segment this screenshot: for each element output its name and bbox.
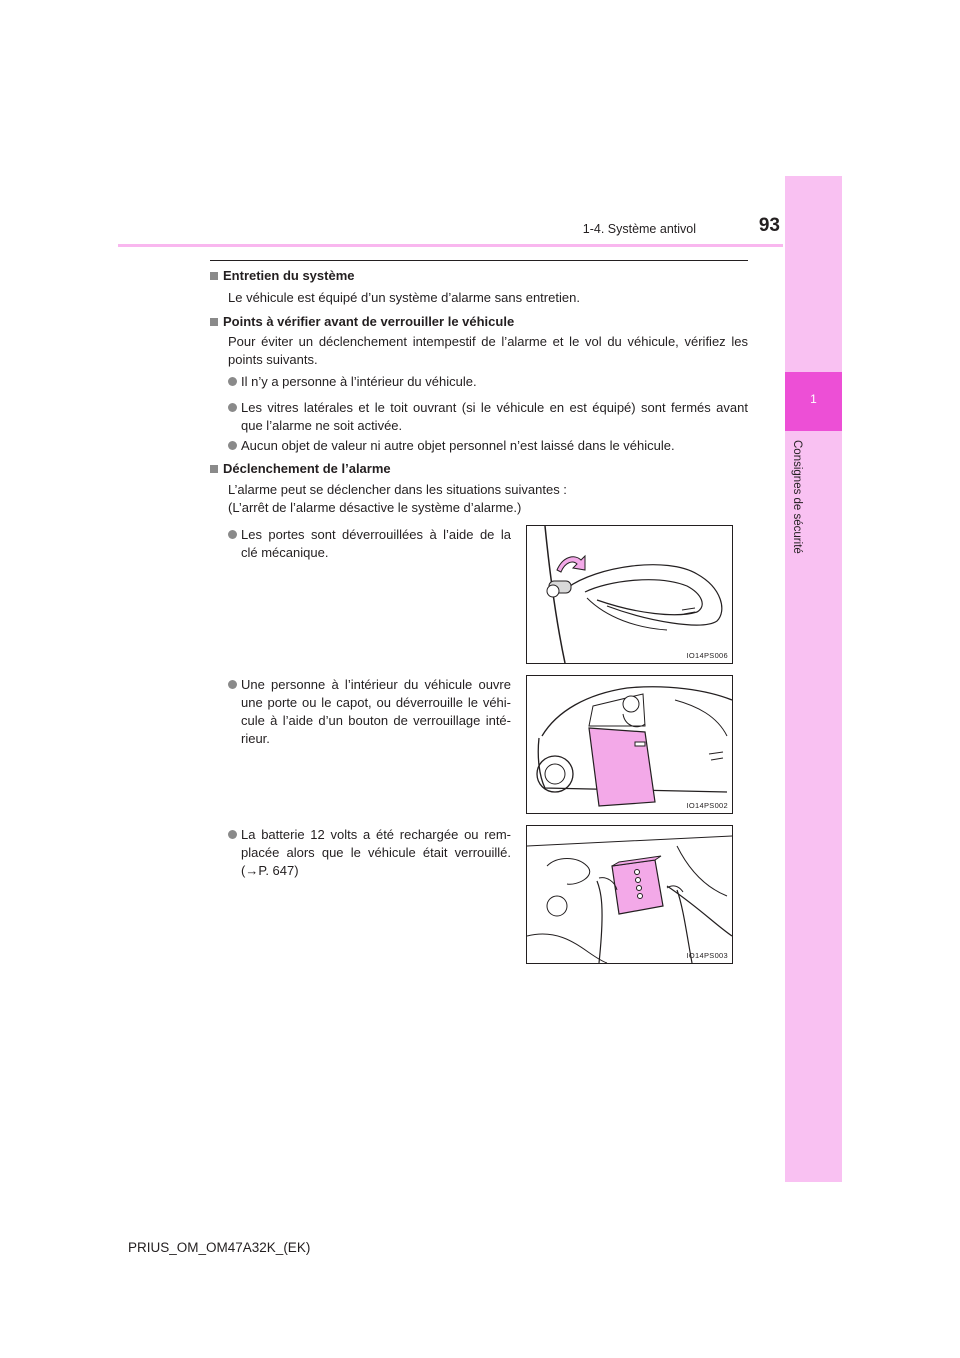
page-number: 93 xyxy=(758,215,780,236)
heading-entretien xyxy=(210,266,355,286)
figure-code: IO14PS006 xyxy=(686,651,728,660)
content-top-rule xyxy=(210,260,748,261)
car-door-open-illustration-icon xyxy=(527,676,732,813)
item3-line2: placée alors que le véhicule était verrouillé. xyxy=(241,845,511,860)
item1-line1: Les portes sont déverrouillées à l’aide de la xyxy=(241,527,511,542)
item1-line2: clé mécanique. xyxy=(241,545,329,560)
square-bullet-icon xyxy=(210,465,218,473)
round-bullet-icon xyxy=(228,530,237,539)
square-bullet-icon xyxy=(210,272,218,280)
figure-code: IO14PS003 xyxy=(686,951,728,960)
square-bullet-icon xyxy=(210,318,218,326)
chapter-number: 1 xyxy=(810,392,817,406)
battery-replacement-illustration-icon xyxy=(527,826,732,963)
points-bullet2-line1: Les vitres latérales et le toit ouvrant (si le véhicule en est équipé) sont fermés avant xyxy=(241,400,748,415)
points-intro-line1: Pour éviter un déclenchement intempestif de l’alarme et le vol du véhicule, vérifiez les xyxy=(228,334,748,349)
item3-line3: (→P. 647) xyxy=(241,863,299,878)
heading-declenchement xyxy=(210,459,391,479)
item2-line4: rieur. xyxy=(241,731,270,746)
side-tab xyxy=(785,176,842,1182)
points-intro-line2: points suivants. xyxy=(228,352,318,367)
figure-door-key xyxy=(526,525,733,664)
round-bullet-icon xyxy=(228,441,237,450)
heading-entretien-text: Entretien du système xyxy=(223,268,355,283)
entretien-text: Le véhicule est équipé d’un système d’alarme sans entretien. xyxy=(228,290,580,305)
round-bullet-icon xyxy=(228,680,237,689)
round-bullet-icon xyxy=(228,403,237,412)
heading-points xyxy=(210,312,514,332)
declenchement-intro-line1: L’alarme peut se déclencher dans les situations suivantes : xyxy=(228,482,567,497)
points-bullet3: Aucun objet de valeur ni autre objet personnel n’est laissé dans le véhicule. xyxy=(241,438,675,453)
item2-line1: Une personne à l’intérieur du véhicule ouvre xyxy=(241,677,511,692)
declenchement-intro-line2: (L’arrêt de l’alarme désactive le système d’alarme.) xyxy=(228,500,522,515)
points-bullet2-line2: que l’alarme ne soit activée. xyxy=(241,418,403,433)
item2-line3: cule à l’aide d’un bouton de verrouillage inté- xyxy=(241,713,511,728)
heading-declenchement-text: Déclenchement de l’alarme xyxy=(223,461,391,476)
figure-code: IO14PS002 xyxy=(686,801,728,810)
round-bullet-icon xyxy=(228,377,237,386)
item2-line2: une porte ou le capot, ou déverrouille le véhi- xyxy=(241,695,511,710)
header-divider xyxy=(118,244,783,247)
section-title: 1-4. Système antivol xyxy=(582,222,696,236)
points-bullet1: Il n’y a personne à l’intérieur du véhicule. xyxy=(241,374,477,389)
door-key-illustration-icon xyxy=(527,526,732,663)
figure-car-door xyxy=(526,675,733,814)
figure-battery xyxy=(526,825,733,964)
footer-code: PRIUS_OM_OM47A32K_(EK) xyxy=(128,1240,311,1255)
heading-points-text: Points à vérifier avant de verrouiller le véhicule xyxy=(223,314,515,329)
chapter-title xyxy=(787,440,807,590)
chapter-title-text: Consignes de sécurité xyxy=(791,440,803,554)
round-bullet-icon xyxy=(228,830,237,839)
item3-line1: La batterie 12 volts a été rechargée ou rem- xyxy=(241,827,511,842)
